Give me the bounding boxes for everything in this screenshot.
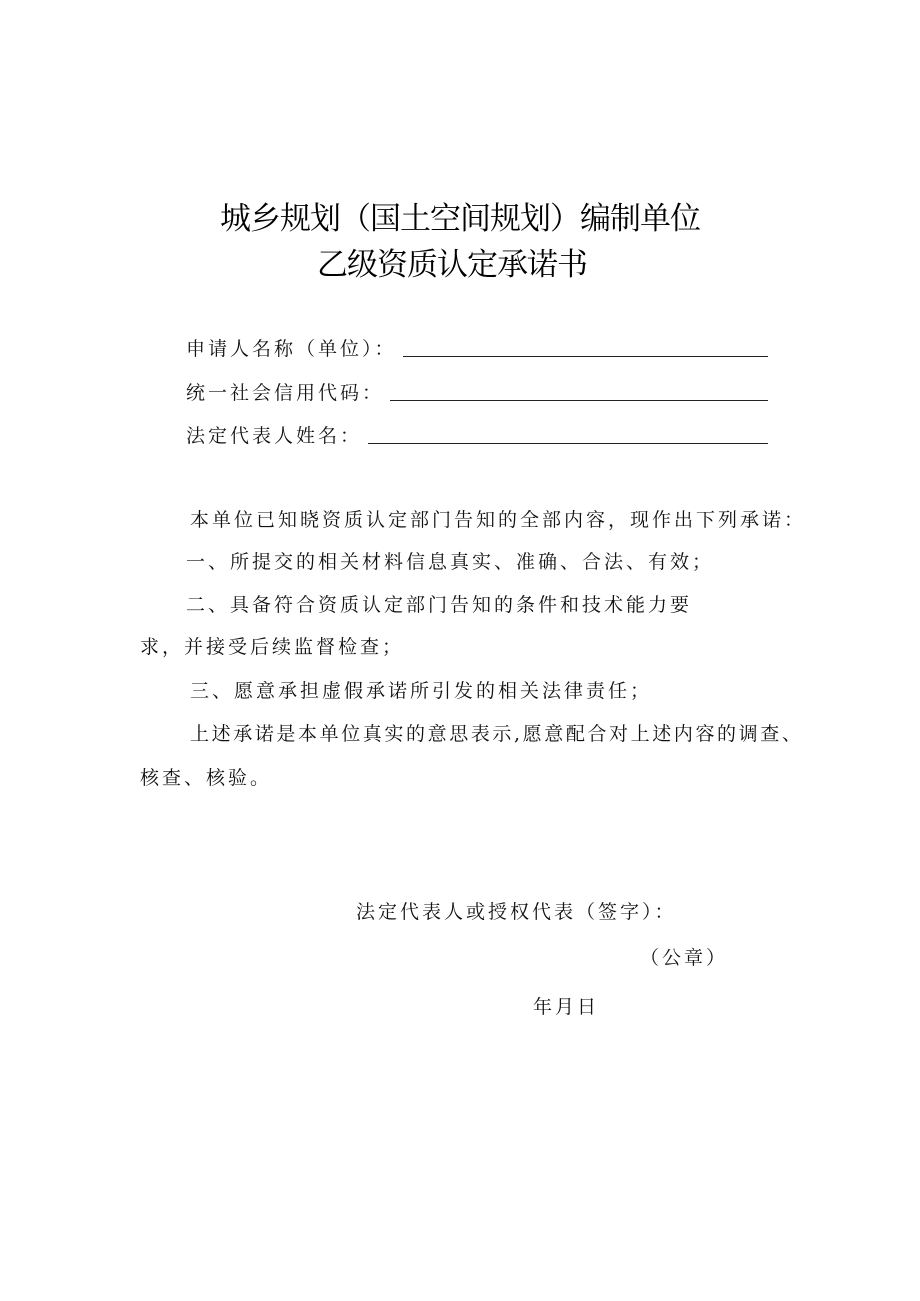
commitment-closing-line2: 核查、核验。: [140, 767, 273, 789]
credit-code-field: [186, 375, 768, 405]
document-title-line1: 城乡规划（国土空间规划）编制单位: [220, 201, 700, 237]
commitment-item-1: 一、所提交的相关材料信息真实、准确、合法、有效；: [186, 551, 715, 573]
applicant-name-label: 申请人名称（单位）：: [186, 338, 397, 360]
credit-code-label: 统一社会信用代码：: [186, 382, 385, 404]
commitment-item-2-line1: 二、具备符合资质认定部门告知的条件和技术能力要: [186, 594, 693, 616]
legal-rep-blank-line[interactable]: [368, 443, 768, 444]
date-label: 年月日: [533, 996, 600, 1018]
legal-rep-label: 法定代表人姓名：: [186, 425, 363, 447]
commitment-item-3: 三、愿意承担虚假承诺所引发的相关法律责任；: [190, 680, 653, 702]
credit-code-blank-line[interactable]: [390, 400, 768, 401]
document-title-line2: 乙级资质认定承诺书: [317, 247, 587, 283]
applicant-name-blank-line[interactable]: [403, 356, 768, 357]
commitment-closing-line1: 上述承诺是本单位真实的意思表示,愿意配合对上述内容的调查、: [190, 723, 804, 745]
commitment-item-2-line2: 求，并接受后续监督检查；: [140, 636, 405, 658]
legal-rep-field: [186, 418, 768, 448]
official-seal-label: （公章）: [640, 947, 729, 969]
signature-label: 法定代表人或授权代表（签字）：: [356, 901, 677, 923]
applicant-name-field: [186, 331, 768, 361]
commitment-intro: 本单位已知晓资质认定部门告知的全部内容，现作出下列承诺：: [190, 509, 807, 531]
